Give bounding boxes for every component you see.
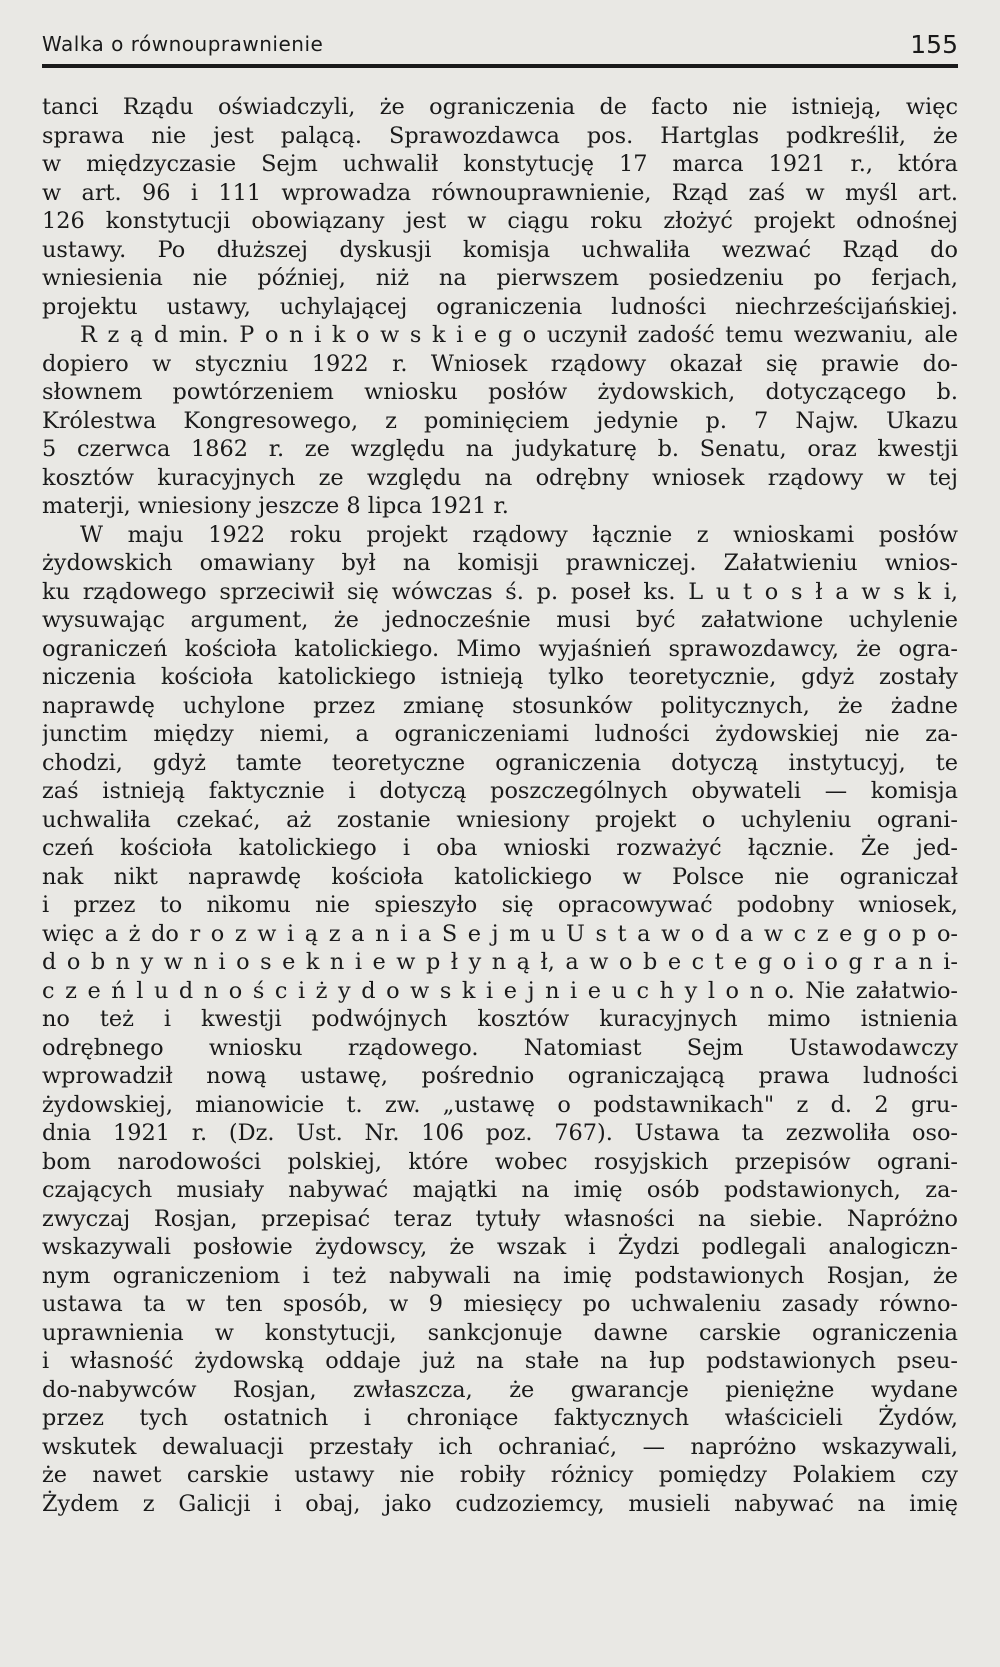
- text-line: chodzi, gdyż tamte teoretyczne ograniczenia dotyczą instytucyj, te: [42, 749, 958, 776]
- text-line: sprawa nie jest palącą. Sprawozdawca pos. Hartglas podkreślił, że: [42, 122, 958, 149]
- text-line: czeń kościoła katolickiego i oba wnioski rozważyć łącznie. Że jed-: [42, 835, 958, 861]
- text-line: bom narodowości polskiej, które wobec rosyjskich przepisów ograni-: [42, 1148, 958, 1175]
- text-line: d o b n y w n i o s e k n i e w p ł y n ą ł, a w o b e c t e g o i o g r a n i-: [42, 949, 958, 975]
- text-line: ku rządowego sprzeciwił się wówczas ś. p. poseł ks. L u t o s ł a w s k i,: [42, 578, 958, 605]
- text-line: zwyczaj Rosjan, przepisać teraz tytuły własności na siebie. Napróżno: [42, 1205, 958, 1232]
- text-line: przez tych ostatnich i chroniące faktycznych właścicieli Żydów,: [42, 1405, 958, 1431]
- text-line: dnia 1921 r. (Dz. Ust. Nr. 106 poz. 767). Ustawa ta zezwoliła oso-: [42, 1120, 958, 1146]
- text-line: no też i kwestji podwójnych kosztów kuracyjnych mimo istnienia: [42, 1006, 958, 1032]
- text-line: tanci Rządu oświadczyli, że ograniczenia de facto nie istnieją, więc: [42, 94, 958, 120]
- text-line: ustawa ta w ten sposób, w 9 miesięcy po uchwaleniu zasady równo-: [42, 1291, 958, 1317]
- text-line: dopiero w styczniu 1922 r. Wniosek rządowy okazał się prawie do-: [42, 350, 958, 377]
- text-line: ograniczeń kościoła katolickiego. Mimo wyjaśnień sprawozdawcy, że ogra-: [42, 635, 958, 662]
- text-line: 126 konstytucji obowiązany jest w ciągu roku złożyć projekt odnośnej: [42, 208, 958, 234]
- text-line: więc a ż do r o z w i ą z a n i a S e j m u U s t a w o d a w c z e g o p o-: [42, 920, 958, 947]
- body-text: [42, 93, 958, 1518]
- running-title: Walka o równouprawnienie: [42, 32, 324, 56]
- text-line: wysuwając argument, że jednocześnie musi być załatwione uchylenie: [42, 607, 958, 633]
- page-header: [42, 30, 958, 64]
- text-line: junctim między niemi, a ograniczeniami ludności żydowskiej nie za-: [42, 721, 958, 747]
- text-line: niczenia kościoła katolickiego istnieją tylko teoretycznie, gdyż zostały: [42, 664, 958, 690]
- text-line: wprowadził nową ustawę, pośrednio ograniczającą prawa ludności: [42, 1063, 958, 1089]
- text-line: i własność żydowską oddaje już na stałe na łup podstawionych pseu-: [42, 1348, 958, 1374]
- text-line: 5 czerwca 1862 r. ze względu na judykaturę b. Senatu, oraz kwestji: [42, 436, 958, 462]
- text-line: R z ą d min. P o n i k o w s k i e g o uczynił zadość temu wezwaniu, ale: [80, 322, 958, 348]
- text-line: naprawdę uchylone przez zmianę stosunków politycznych, że żadne: [42, 692, 958, 719]
- text-line: żydowskiej, mianowicie t. zw. „ustawę o podstawnikach" z d. 2 gru-: [42, 1091, 958, 1118]
- text-line: słownem powtórzeniem wniosku posłów żydowskich, dotyczącego b.: [42, 379, 958, 405]
- text-line: wskazywali posłowie żydowscy, że wszak i Żydzi podlegali analogiczn-: [42, 1234, 958, 1260]
- text-line: W maju 1922 roku projekt rządowy łącznie z wnioskami posłów: [80, 521, 958, 548]
- text-line: odrębnego wniosku rządowego. Natomiast Sejm Ustawodawczy: [42, 1034, 958, 1061]
- text-line: w art. 96 i 111 wprowadza równouprawnienie, Rząd zaś w myśl art.: [42, 179, 958, 206]
- text-line: uprawnienia w konstytucji, sankcjonuje dawne carskie ograniczenia: [42, 1319, 958, 1346]
- text-line: uchwaliła czekać, aż zostanie wniesiony projekt o uchyleniu ograni-: [42, 806, 958, 833]
- text-line: zaś istnieją faktycznie i dotyczą poszczególnych obywateli — komisja: [42, 778, 958, 804]
- text-line: wniesienia nie później, niż na pierwszem posiedzeniu po ferjach,: [42, 265, 958, 291]
- text-line: do-nabywców Rosjan, zwłaszcza, że gwarancje pieniężne wydane: [42, 1376, 958, 1403]
- text-line: że nawet carskie ustawy nie robiły różnicy pomiędzy Polakiem czy: [42, 1462, 958, 1488]
- text-line: nym ograniczeniom i też nabywali na imię podstawionych Rosjan, że: [42, 1262, 958, 1289]
- text-line: Żydem z Galicji i obaj, jako cudzoziemcy, musieli nabywać na imię: [42, 1490, 958, 1517]
- page-number: 155: [910, 30, 958, 59]
- text-line: nak nikt naprawdę kościoła katolickiego w Polsce nie ograniczał: [42, 863, 958, 890]
- text-line: w międzyczasie Sejm uchwalił konstytucję 17 marca 1921 r., która: [42, 151, 958, 177]
- text-line: wskutek dewaluacji przestały ich ochraniać, — napróżno wskazywali,: [42, 1433, 958, 1460]
- text-line: i przez to nikomu nie spieszyło się opracowywać podobny wniosek,: [42, 892, 958, 918]
- text-line: Królestwa Kongresowego, z pominięciem jedynie p. 7 Najw. Ukazu: [42, 407, 958, 434]
- header-rule: [42, 64, 958, 68]
- text-line: żydowskich omawiany był na komisji prawniczej. Załatwieniu wnios-: [42, 550, 958, 576]
- text-line: materji, wniesiony jeszcze 8 lipca 1921 r.: [42, 493, 509, 519]
- text-line: kosztów kuracyjnych ze względu na odrębny wniosek rządowy w tej: [42, 464, 958, 491]
- text-line: projektu ustawy, uchylającej ograniczenia ludności niechrześcijańskiej.: [42, 293, 958, 320]
- text-line: czających musiały nabywać majątki na imię osób podstawionych, za-: [42, 1177, 958, 1203]
- text-line: ustawy. Po dłuższej dyskusji komisja uchwaliła wezwać Rząd do: [42, 236, 958, 263]
- text-line: c z e ń l u d n o ś c i ż y d o w s k i e j n i e u c h y l o n o. Nie załatwio-: [42, 977, 958, 1004]
